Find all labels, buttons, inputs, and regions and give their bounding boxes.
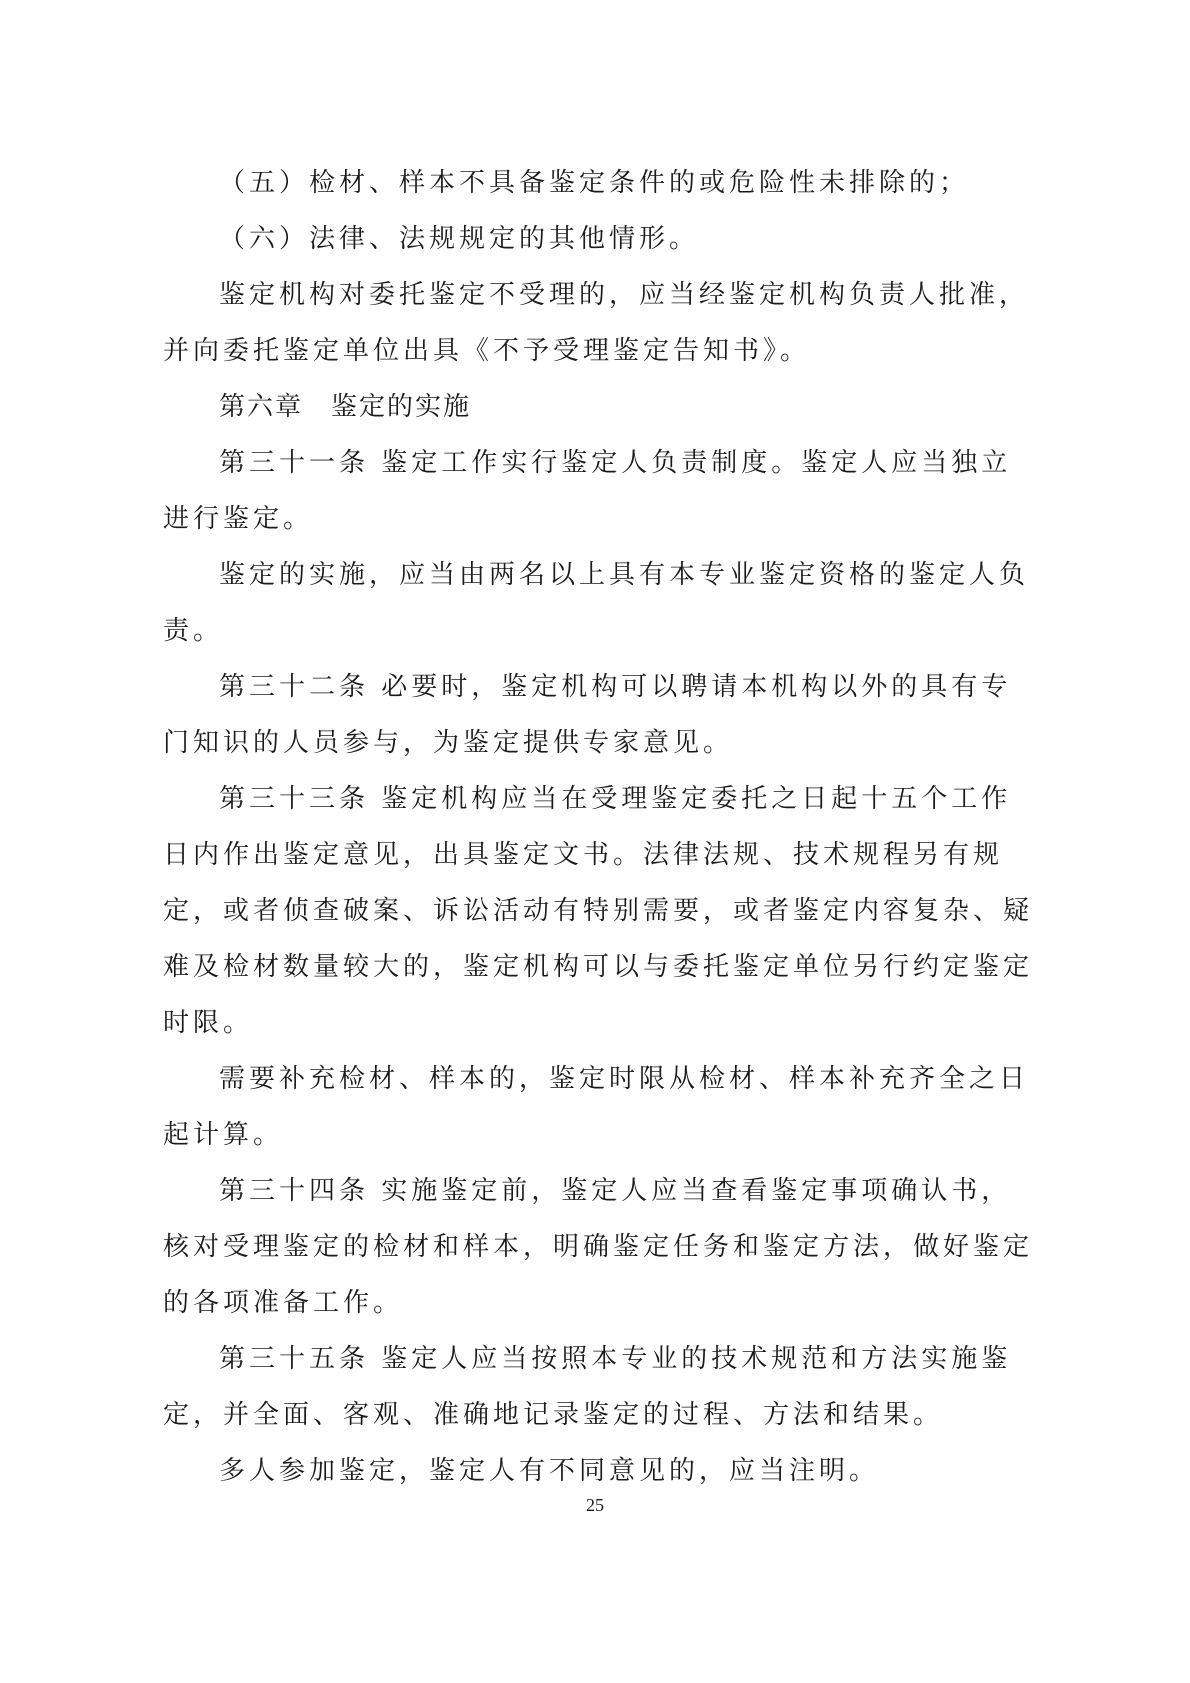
chapter-number: 第六章 (219, 392, 304, 422)
paragraph-implementation: 鉴定的实施，应当由两名以上具有本专业鉴定资格的鉴定人负责。 (163, 560, 1030, 646)
article-35: 第三十五条 鉴定人应当按照本专业的技术规范和方法实施鉴定，并全面、客观、准确地记录鉴定的过程、方法和结果。 (163, 1344, 1012, 1430)
article-34: 第三十四条 实施鉴定前，鉴定人应当查看鉴定事项确认书，核对受理鉴定的检材和样本，明确鉴定任务和鉴定方法，做好鉴定的各项准备工作。 (163, 1176, 1034, 1318)
article-33: 第三十三条 鉴定机构应当在受理鉴定委托之日起十五个工作日内作出鉴定意见，出具鉴定文书。法律法规、技术规程另有规定，或者侦查破案、诉讼活动有特别需要，或者鉴定内容复杂、疑难及检材数量较大的，鉴定机构可以与委托鉴定单位另行约定鉴定时限。 (163, 784, 1034, 1038)
paragraph-item-5: （五）检材、样本不具备鉴定条件的或危险性未排除的； (219, 168, 970, 198)
paragraph-item-6: （六）法律、法规规定的其他情形。 (219, 224, 700, 254)
paragraph-multiple-examiners: 多人参加鉴定，鉴定人有不同意见的，应当注明。 (219, 1456, 880, 1486)
body-text (163, 155, 1033, 1499)
paragraph-supplement: 需要补充检材、样本的，鉴定时限从检材、样本补充齐全之日起计算。 (163, 1064, 1030, 1150)
page-number: 25 (586, 1495, 604, 1515)
article-31: 第三十一条 鉴定工作实行鉴定人负责制度。鉴定人应当独立进行鉴定。 (163, 448, 1012, 534)
chapter-heading (163, 379, 1033, 435)
paragraph-not-accepted: 鉴定机构对委托鉴定不受理的，应当经鉴定机构负责人批准，并向委托鉴定单位出具《不予受理鉴定告知书》。 (163, 280, 1030, 366)
article-32: 第三十二条 必要时，鉴定机构可以聘请本机构以外的具有专门知识的人员参与，为鉴定提供专家意见。 (163, 672, 1012, 758)
chapter-title: 鉴定的实施 (331, 392, 472, 422)
